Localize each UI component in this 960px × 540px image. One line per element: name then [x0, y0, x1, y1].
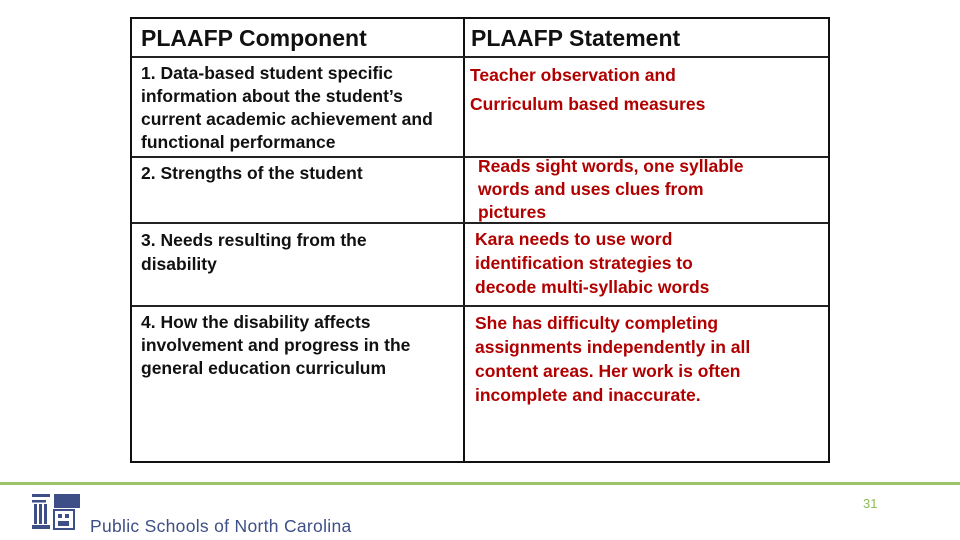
header-row-divider [132, 56, 828, 58]
column-divider [463, 19, 465, 461]
row-1-statement: Teacher observation and Curriculum based measures [470, 65, 706, 114]
header-statement: PLAAFP Statement [471, 25, 681, 51]
page-number: 31 [863, 496, 878, 511]
row-2-statement: Reads sight words, one syllable words and uses clues from pictures [478, 156, 744, 222]
row-2-component: 2. Strengths of the student [141, 163, 363, 183]
row-3-component: 3. Needs resulting from the disability [141, 230, 367, 274]
row-divider [132, 305, 828, 307]
footer-divider [0, 482, 960, 485]
row-3-statement: Kara needs to use word identification strategies to decode multi-syllabic words [475, 229, 710, 297]
plaafp-table [130, 17, 830, 463]
row-1-component: 1. Data-based student specific information about the student’s current academic achievement and functional performance [141, 63, 433, 152]
organization-name: Public Schools of North Carolina [90, 516, 352, 536]
row-4-component: 4. How the disability affects involvement and progress in the general education curriculum [141, 312, 411, 378]
header-component: PLAAFP Component [141, 25, 367, 51]
row-4-statement: She has difficulty completing assignments independently in all content areas. Her work is often incomplete and inaccurate. [475, 313, 751, 405]
ncdpi-logo-icon [30, 492, 82, 532]
